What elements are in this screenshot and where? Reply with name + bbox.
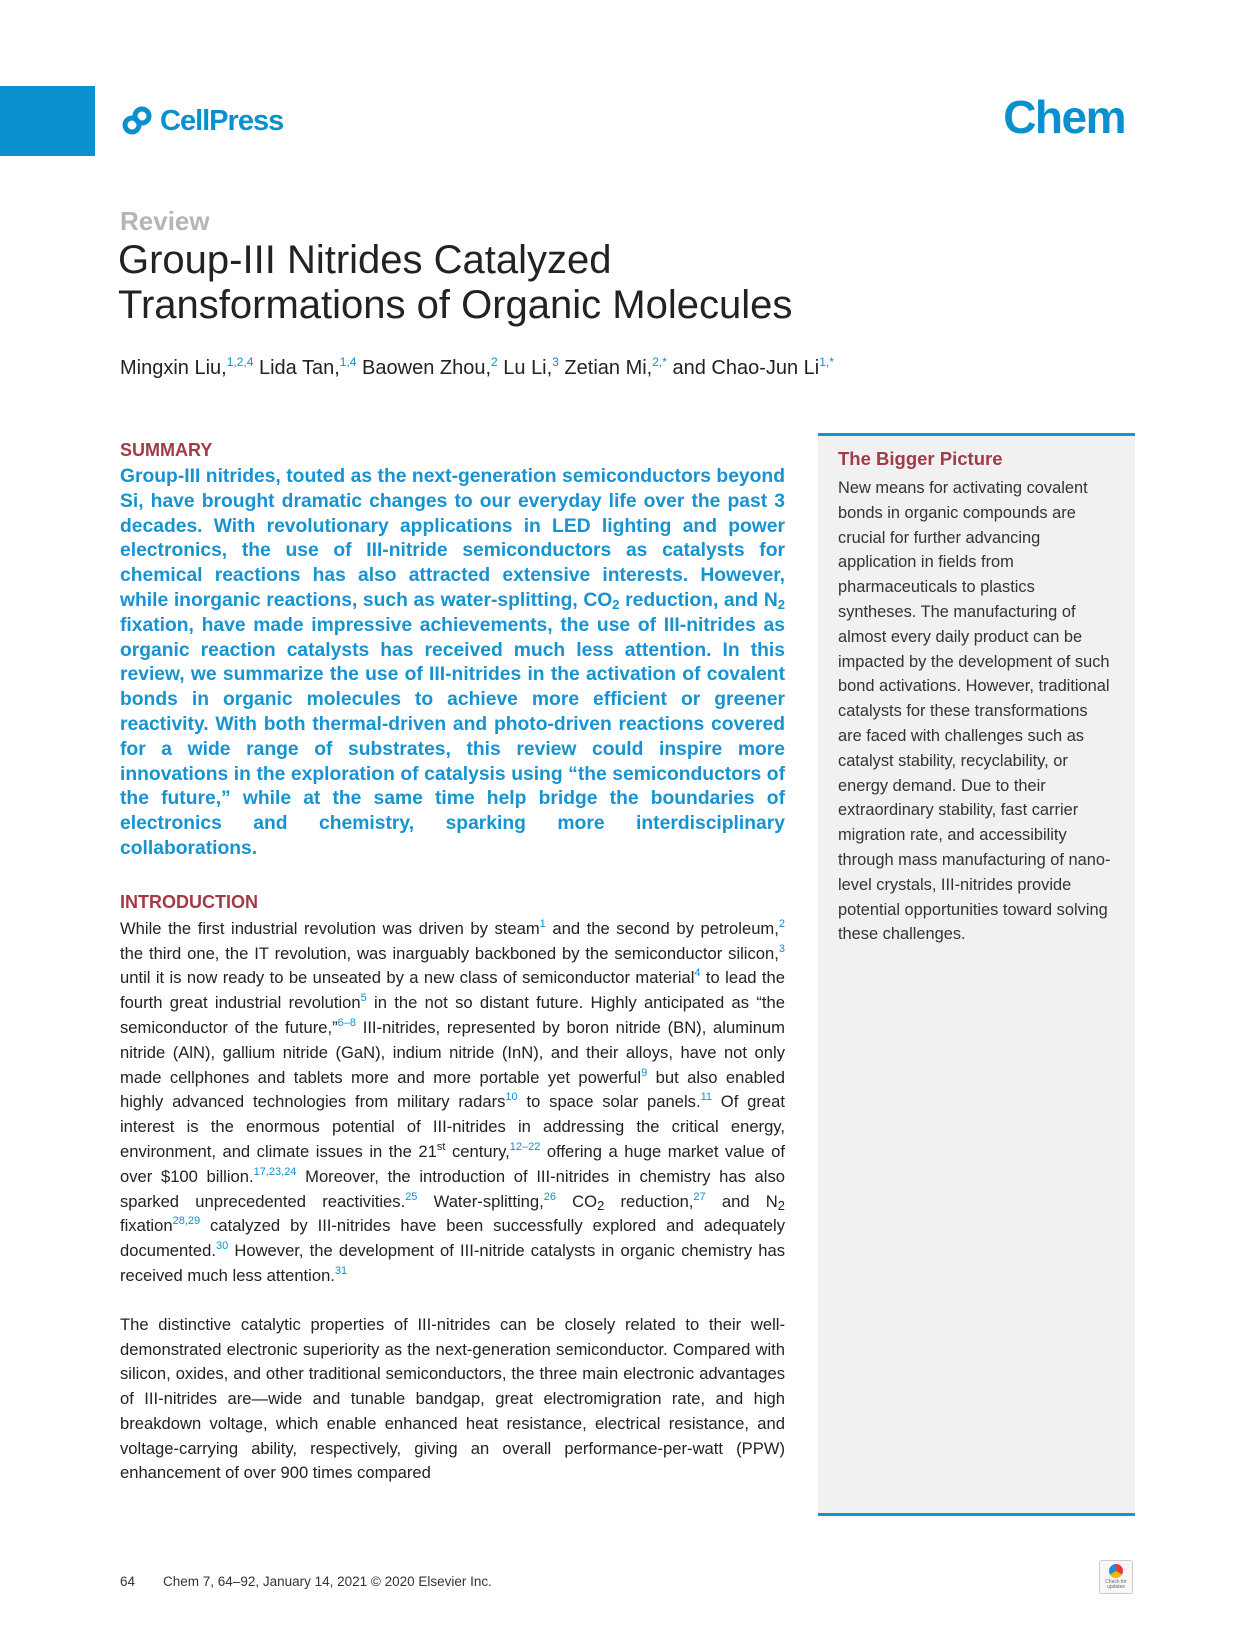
- body-text-run: While the first industrial revolution was driven by steam: [120, 918, 540, 938]
- cellpress-logo[interactable]: [120, 104, 283, 138]
- body-text-run: century,: [445, 1141, 510, 1161]
- page-number: 64: [120, 1574, 136, 1589]
- title-line-2: Transformations of Organic Molecules: [118, 283, 793, 327]
- affiliation-marker[interactable]: 2: [491, 355, 498, 369]
- reference-link[interactable]: 5: [360, 992, 367, 1005]
- affiliation-marker[interactable]: 1,4: [339, 355, 357, 369]
- author-list: [120, 355, 1120, 380]
- author-name[interactable]: Lu Li,: [497, 357, 553, 379]
- body-text-run: to space solar panels.: [517, 1092, 701, 1112]
- summary-heading: SUMMARY: [120, 440, 213, 460]
- reference-link[interactable]: 30: [215, 1240, 229, 1253]
- affiliation-marker[interactable]: 2,*: [652, 355, 667, 369]
- reference-link[interactable]: 2: [778, 917, 785, 930]
- body-text-run: catalyzed by III-nitrides have been successfully explored and adequately documented.: [120, 1216, 785, 1261]
- badge-label: Check for updates: [1105, 1579, 1127, 1590]
- introduction-paragraph-2: The distinctive catalytic properties of III-nitrides can be closely related to their well-demonstrated electronic superiority as the next-generation semiconductor. Compared with silicon, oxides, and other traditional semiconductors, the three main electronic advantages of III-nitrides are—wide and tunable bandgap, great electromigration rate, and high breakdown voltage, which enable enhanced heat resistance, electrical resistance, and voltage-carrying ability, respectively, giving an overall performance-per-watt (PPW) enhancement of over 900 times compared: [120, 1314, 785, 1483]
- body-text-run: in the not so distant future. Highly anticipated as “the semiconductor of the future,”: [120, 993, 785, 1037]
- citation-line: Chem 7, 64–92, January 14, 2021 © 2020 Elsevier Inc.: [163, 1574, 492, 1589]
- body-text-run: fixation: [120, 1216, 173, 1236]
- summary-text: Group-III nitrides, touted as the next-generation semiconductors beyond Si, have brought dramatic changes to our everyday life over the past 3 decades. With revolutionary applications in LED lighting and power electronics, the use of III-nitride semiconductors as catalysts for chemical reactions has also attracted extensive interests. However, while inorganic reactions, such as water-splitting, $CO_2$ reduction, and $N_2$ fixation, have made impressive achievements, the use of III-nitrides as organic reaction catalysts has received much less attention. In this review, we summarize the use of III-nitrides in the activation of covalent bonds in organic molecules to achieve more efficient or greener reactivity. With both thermal-driven and photo-driven reactions covered for a wide range of substrates, this review could inspire more innovations in the exploration of catalysis using “the semiconductors of the future,” while at the same time help bridge the boundaries of electronics and chemistry, sparking more interdisciplinary collaborations.: [120, 466, 785, 859]
- bigger-picture-heading: The Bigger Picture: [838, 448, 1003, 469]
- publisher-color-tab: [0, 86, 95, 156]
- publisher-name: CellPress: [160, 104, 284, 137]
- bigger-picture-text: New means for activating covalent bonds in organic compounds are crucial for further advancing application in fields from pharmaceuticals to plastics syntheses. The manufacturing of almost every daily product can be impacted by the development of such bond activations. However, traditional catalysts for these transformations are faced with challenges such as catalyst stability, recyclability, or energy demand. Due to their extraordinary stability, fast carrier migration rate, and accessibility through mass manufacturing of nano-level crystals, III-nitrides provide potential opportunities toward solving these challenges.: [838, 479, 1111, 944]
- reference-link[interactable]: 10: [505, 1091, 518, 1104]
- reference-link[interactable]: 11: [700, 1091, 712, 1104]
- reference-link[interactable]: 12–22: [509, 1140, 541, 1153]
- author-name[interactable]: Lida Tan,: [253, 357, 340, 379]
- reference-link[interactable]: 25: [405, 1190, 418, 1203]
- introduction-paragraph-1: [120, 917, 785, 1289]
- body-text-run: and N: [705, 1191, 778, 1211]
- check-for-updates-button[interactable]: [1099, 1560, 1133, 1594]
- reference-link[interactable]: 27: [693, 1190, 706, 1203]
- author-name[interactable]: and Chao-Jun Li: [666, 357, 820, 379]
- reference-link[interactable]: 28,29: [172, 1215, 201, 1228]
- title-line-1: Group-III Nitrides Catalyzed: [118, 238, 612, 282]
- chemical-subscript: 2: [597, 1197, 605, 1213]
- body-text-run: until it is now ready to be unseated by a new class of semiconductor material: [120, 968, 695, 988]
- author-name[interactable]: Zetian Mi,: [558, 357, 653, 379]
- author-name[interactable]: Baowen Zhou,: [356, 357, 492, 379]
- body-text-run: the third one, the IT revolution, was inarguably backboned by the semiconductor silicon,: [120, 943, 779, 963]
- body-text-run: However, the development of III-nitride catalysts in organic chemistry has received much less attention.: [120, 1241, 785, 1285]
- body-text-run: to lead the fourth great industrial revolution: [120, 968, 785, 1013]
- reference-link[interactable]: 6–8: [337, 1016, 356, 1029]
- bigger-picture-box: [818, 433, 1135, 1516]
- body-text-run: reduction,: [604, 1191, 694, 1211]
- body-text-run: but also enabled highly advanced technologies from military radars: [120, 1067, 785, 1112]
- main-column: [120, 440, 785, 1486]
- affiliation-marker[interactable]: 3: [552, 355, 559, 369]
- body-text-run: Moreover, the introduction of III-nitrides in chemistry has also sparked unprecedented reactivities.: [120, 1166, 785, 1211]
- affiliation-marker[interactable]: 1,*: [819, 355, 834, 369]
- reference-link[interactable]: 9: [641, 1066, 648, 1079]
- page-footer: [120, 1574, 492, 1589]
- ordinal-suffix: st: [436, 1140, 446, 1153]
- article-type: Review: [120, 206, 210, 236]
- affiliation-marker[interactable]: 1,2,4: [226, 355, 254, 369]
- crossmark-icon: [1109, 1564, 1123, 1578]
- body-text-run: and the second by petroleum,: [545, 918, 779, 938]
- reference-link[interactable]: 17,23,24: [253, 1165, 297, 1178]
- chemical-subscript: 2: [777, 1197, 785, 1213]
- body-text-run: Water-splitting,: [417, 1191, 544, 1211]
- reference-link[interactable]: 31: [334, 1264, 348, 1277]
- reference-link[interactable]: 1: [539, 917, 546, 930]
- cellpress-logo-icon: [120, 104, 154, 138]
- body-text-run: offering a huge market value of over $100 billion.: [120, 1141, 786, 1186]
- journal-name[interactable]: Chem: [1003, 91, 1125, 143]
- author-name[interactable]: Mingxin Liu,: [120, 357, 227, 379]
- body-text-run: III-nitrides, represented by boron nitride (BN), aluminum nitride (AlN), gallium nitride (GaN), indium nitride (InN), and their alloys, have not only made cellphones and tablets more and more portable yet powerful: [120, 1017, 785, 1087]
- article-title: [118, 238, 1018, 328]
- reference-link[interactable]: 3: [778, 942, 785, 955]
- body-text-run: CO: [555, 1191, 598, 1211]
- reference-link[interactable]: 26: [543, 1190, 556, 1203]
- introduction-heading: INTRODUCTION: [120, 891, 258, 912]
- body-text-run: Of great interest is the enormous potential of III-nitrides in addressing the critical energy, environment, and climate issues in the 21: [120, 1092, 785, 1161]
- reference-link[interactable]: 4: [694, 967, 701, 980]
